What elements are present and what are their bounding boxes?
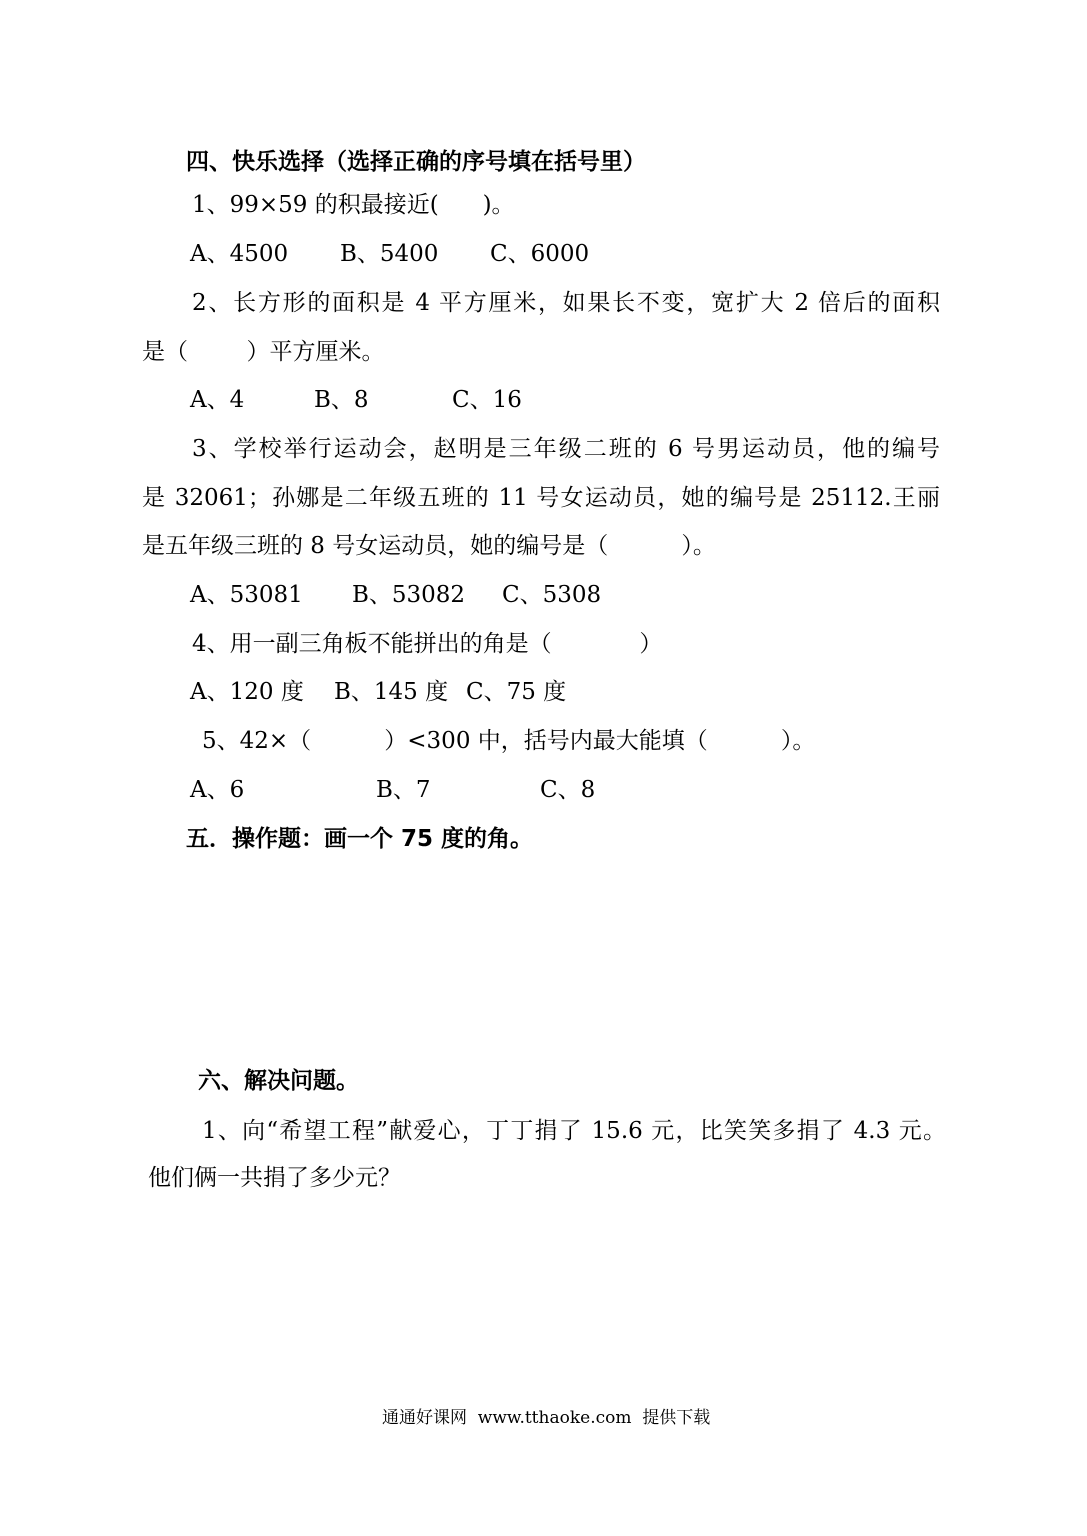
question-3-option-a: A、53081	[190, 582, 303, 608]
question-2-stem-line-2: 是（ ）平方厘米。	[142, 339, 385, 365]
question-5-option-b: B、7	[376, 777, 431, 803]
question-2-option-b: B、8	[314, 387, 369, 413]
question-4-option-c: C、75 度	[466, 679, 567, 705]
question-4-stem: 4、用一副三角板不能拼出的角是（ ）	[192, 631, 663, 657]
question-1-option-b: B、5400	[340, 241, 439, 267]
question-2-option-c: C、16	[452, 387, 522, 413]
question-2-option-a: A、4	[190, 387, 245, 413]
section-4-heading: 四、快乐选择（选择正确的序号填在括号里）	[186, 149, 646, 175]
question-3-stem-line-2: 是 32061；孙娜是二年级五班的 11 号女运动员，她的编号是 25112.王丽	[142, 485, 940, 511]
question-1-option-c: C、6000	[490, 241, 590, 267]
question-4-option-a: A、120 度	[190, 679, 304, 705]
section-6-heading: 六、解决问题。	[198, 1068, 359, 1094]
question-3-option-c: C、5308	[502, 582, 602, 608]
section-5-heading: 五．操作题：画一个 75 度的角。	[186, 826, 534, 852]
question-1-option-a: A、4500	[190, 241, 289, 267]
problem-1-line-2: 他们俩一共捐了多少元？	[148, 1165, 401, 1191]
question-3-option-b: B、53082	[352, 582, 466, 608]
question-5-option-c: C、8	[540, 777, 596, 803]
question-5-stem: 5、42×（ ）<300 中，括号内最大能填（ ）。	[202, 728, 816, 754]
question-1-stem: 1、99×59 的积最接近( )。	[192, 192, 515, 218]
question-3-stem-line-3: 是五年级三班的 8 号女运动员，她的编号是（ ）。	[142, 533, 716, 559]
question-3-stem-line-1: 3、学校举行运动会，赵明是三年级二班的 6 号男运动员，他的编号	[192, 436, 940, 462]
footer-source: 通通好课网 www.tthaoke.com 提供下载	[382, 1408, 711, 1428]
question-4-option-b: B、145 度	[334, 679, 449, 705]
problem-1-line-1: 1、向“希望工程”献爱心，丁丁捐了 15.6 元，比笑笑多捐了 4.3 元。	[202, 1118, 946, 1144]
question-5-option-a: A、6	[190, 777, 245, 803]
question-2-stem-line-1: 2、长方形的面积是 4 平方厘米，如果长不变，宽扩大 2 倍后的面积	[192, 290, 940, 316]
